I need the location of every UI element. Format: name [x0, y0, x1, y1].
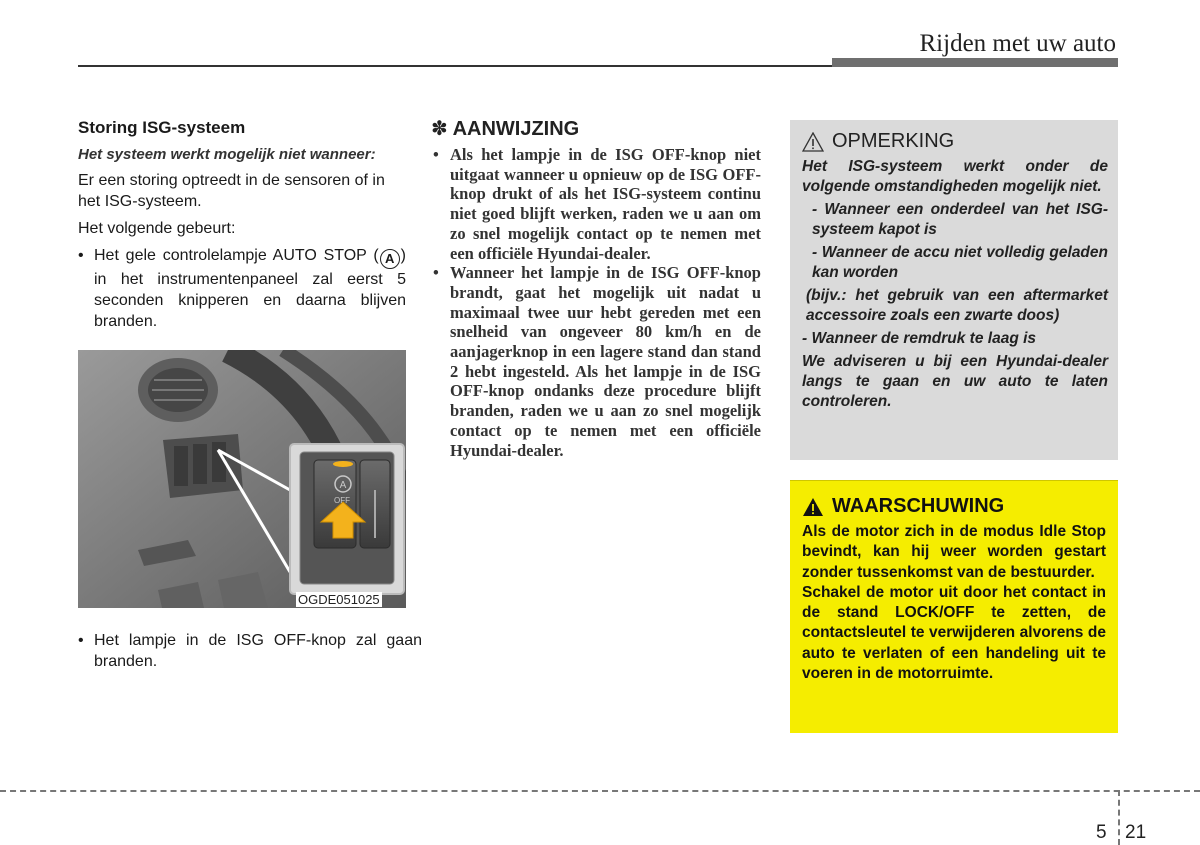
- bullet-text: ) in het instrumentenpaneel zal eerst 5 seconden knipperen en daarna blijven branden.: [94, 247, 406, 330]
- auto-stop-icon: A: [380, 249, 400, 269]
- bullet-text: Het gele controlelampje AUTO STOP (: [94, 247, 379, 264]
- list-item: • Het lampje in de ISG OFF-knop zal gaan branden.: [78, 630, 422, 672]
- caution-box: [790, 120, 1118, 460]
- off-label: OFF: [334, 496, 350, 505]
- paragraph: Er een storing optreedt in de sensoren of in het ISG-systeem.: [78, 172, 385, 210]
- footer-divider: [0, 790, 1200, 792]
- warning-triangle-icon: [802, 497, 824, 517]
- column-middle: [431, 116, 761, 460]
- figure-code: OGDE051025: [298, 592, 380, 607]
- svg-text:A: A: [339, 480, 347, 491]
- dashboard-drawing: [78, 350, 406, 608]
- warning-header: [802, 495, 1106, 518]
- warning-paragraph: Als de motor zich in de modus Idle Stop bevindt, kan hij weer worden gestart zonder tussenkomst van de bestuurder.: [802, 523, 1106, 581]
- caution-item: - Wanneer de accu niet volledig geladen kan worden: [812, 244, 1108, 281]
- isg-off-switch-illustration: [78, 350, 406, 608]
- page-number: 21: [1125, 822, 1147, 843]
- caution-item: - Wanneer een onderdeel van het ISG-systeem kapot is: [812, 201, 1108, 238]
- section-title: Storing ISG-systeem: [78, 118, 246, 137]
- warning-box: [790, 480, 1118, 733]
- caution-item: (bijv.: het gebruik van een aftermarket accessoire zoals een zwarte doos): [806, 287, 1108, 324]
- paragraph: Het volgende gebeurt:: [78, 220, 236, 237]
- caution-item: - Wanneer de remdruk te laag is: [802, 330, 1037, 347]
- warning-title: WAARSCHUWING: [832, 495, 1005, 517]
- caution-intro: Het ISG-systeem werkt onder de volgende omstandigheden mogelijk niet.: [802, 158, 1108, 195]
- caution-header: [802, 130, 1108, 153]
- chapter-number: 5: [1096, 822, 1107, 843]
- note-item: • Als het lampje in de ISG OFF-knop niet uitgaat wanneer u opnieuw op de ISG OFF-knop drukt of als het ISG-systeem continu niet goed blijft werken, raden we u aan om zo snel mogelijk contact op te nemen met een officiële Hyundai-dealer.: [431, 145, 761, 263]
- column-left: [78, 118, 406, 332]
- page-header-title: Rijden met uw auto: [919, 30, 1116, 57]
- note-item: • Wanneer het lampje in de ISG OFF-knop brandt, gaat het mogelijk uit nadat u maximaal twee uur hebt gereden met een snelheid van ongeveer 80 km/h en de aanjagerknop in een lagere stand dan stand 2 hebt ingesteld. Als het lampje in de ISG OFF-knop ondanks deze procedure blijft branden, raden we u aan zo snel mogelijk contact op te nemen met een officiële Hyundai-dealer.: [431, 263, 761, 460]
- caution-title: OPMERKING: [832, 130, 955, 152]
- caution-outro: We adviseren u bij een Hyundai-dealer langs te gaan en uw auto te laten controleren.: [802, 353, 1108, 410]
- warning-paragraph: Schakel de motor uit door het contact in de stand LOCK/OFF te zetten, de contactsleutel te verwijderen alvorens de auto te verlaten of een handeling uit te voeren in de motorruimte.: [802, 583, 1106, 683]
- list-item: [78, 245, 406, 332]
- header-rule-accent: [832, 58, 1118, 67]
- footer-vertical-divider: [1118, 790, 1120, 845]
- section-subtitle: Het systeem werkt mogelijk niet wanneer:: [78, 146, 376, 163]
- note-title: ✽ AANWIJZING: [431, 118, 580, 140]
- caution-triangle-icon: [802, 132, 824, 152]
